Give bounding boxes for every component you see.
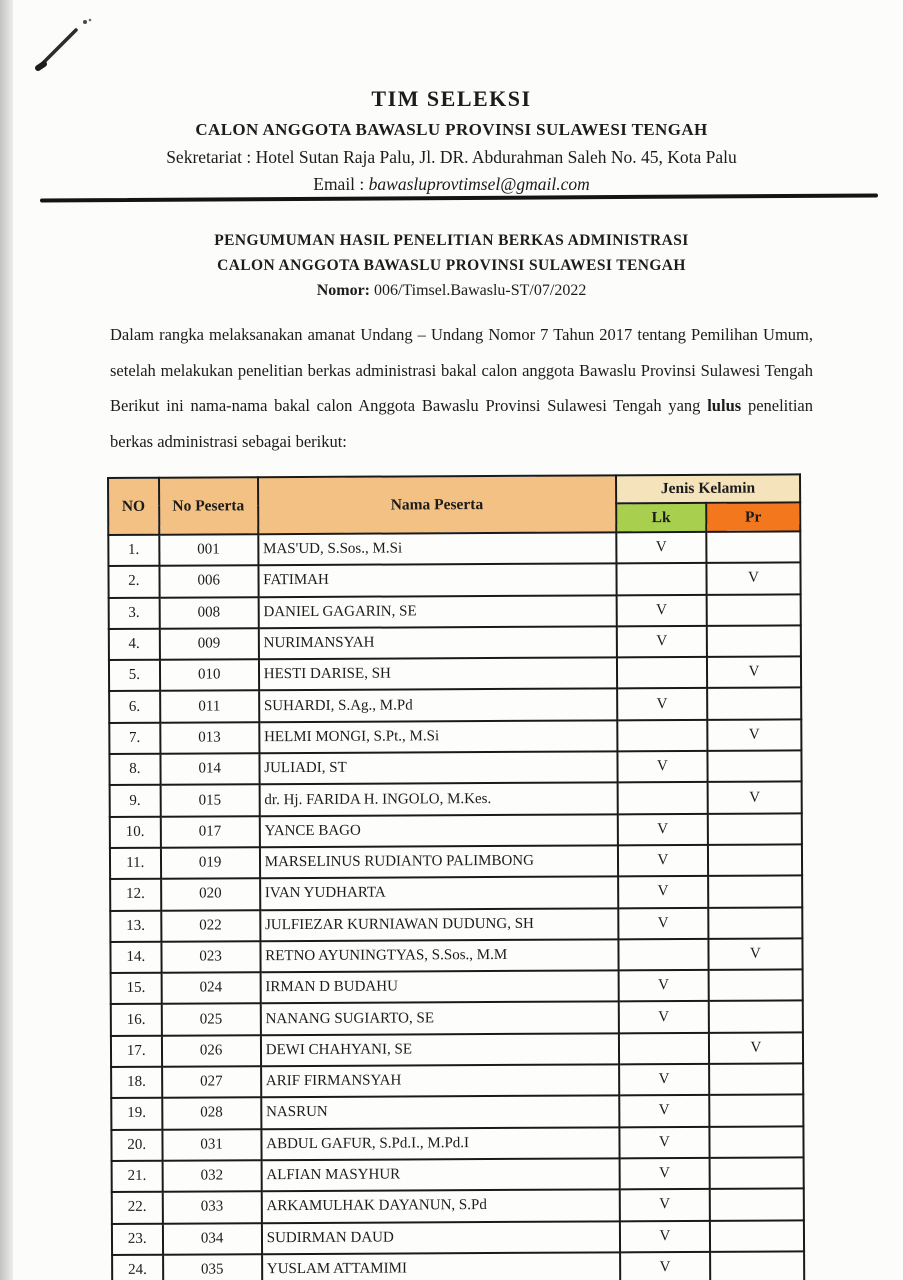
row-peserta-cell: 032 [162,1160,261,1192]
row-nama-cell: HELMI MONGI, S.Pt., M.Si [259,720,617,753]
row-lk-check-cell: V [617,626,707,658]
row-no-cell: 18. [111,1067,162,1099]
row-pr-check-cell [709,1126,803,1158]
row-no-cell: 17. [111,1035,162,1067]
row-nama-cell: IVAN YUDHARTA [260,877,618,910]
row-nama-cell: JULFIEZAR KURNIAWAN DUDUNG, SH [260,908,618,941]
row-peserta-cell: 023 [161,941,260,973]
row-nama-cell: YUSLAM ATTAMIMI [262,1252,620,1280]
table-row [110,844,802,879]
row-no-cell: 12. [110,879,161,911]
row-peserta-cell: 025 [161,1004,260,1036]
row-pr-check-cell [708,844,802,876]
table-body [108,531,804,1280]
row-lk-check-cell: V [618,907,708,939]
table-row [108,563,800,598]
row-nama-cell: HESTI DARISE, SH [259,658,617,691]
table-row [112,1157,804,1192]
row-nama-cell: ABDUL GAFUR, S.Pd.I., M.Pd.I [261,1127,619,1160]
row-lk-check-cell: V [618,814,708,846]
row-no-cell: 5. [109,660,160,692]
table-row [109,625,801,660]
row-peserta-cell: 027 [162,1066,261,1098]
table-row [111,1095,803,1130]
row-pr-check-cell: V [707,657,801,689]
row-peserta-cell: 024 [161,972,260,1004]
row-lk-check-cell: V [620,1220,710,1252]
table-row [110,876,802,911]
row-nama-cell: DEWI CHAHYANI, SE [261,1033,619,1066]
row-nama-cell: ARKAMULHAK DAYANUN, S.Pd [261,1190,619,1223]
table-row [110,813,802,848]
row-pr-check-cell [708,813,802,845]
row-pr-check-cell [707,625,801,657]
row-no-cell: 10. [110,816,161,848]
announcement-number [0,282,903,300]
announcement-line2: CALON ANGGOTA BAWASLU PROVINSI SULAWESI TENGAH [217,257,686,274]
table-row [109,594,801,629]
row-pr-check-cell: V [707,719,801,751]
row-peserta-cell: 015 [160,785,259,817]
row-nama-cell: DANIEL GAGARIN, SE [258,595,616,628]
pen-mark [28,8,108,78]
row-pr-check-cell [710,1220,804,1252]
row-no-cell: 15. [111,973,162,1005]
row-pr-check-cell [710,1251,804,1280]
row-peserta-cell: 019 [161,847,260,879]
row-no-cell: 7. [109,723,160,755]
row-nama-cell: SUHARDI, S.Ag., M.Pd [259,689,617,722]
row-pr-check-cell: V [708,938,802,970]
row-peserta-cell: 013 [160,722,259,754]
row-no-cell: 2. [108,566,159,598]
table-row [111,1126,803,1161]
table-row [109,750,801,785]
row-pr-check-cell [709,1157,803,1189]
table-header [108,474,800,535]
result-table [107,473,805,1280]
table-row [111,1032,803,1067]
row-lk-check-cell [617,657,707,689]
body-paragraph [110,317,813,459]
row-peserta-cell: 031 [162,1129,261,1161]
row-nama-cell: NURIMANSYAH [259,626,617,659]
table-row [110,782,802,817]
header-nama-peserta: Nama Peserta [258,475,616,534]
row-no-cell: 6. [109,691,160,723]
table-row [109,688,801,723]
row-pr-check-cell [706,531,800,563]
header-jenis-kelamin: Jenis Kelamin [616,474,800,503]
row-peserta-cell: 017 [160,816,259,848]
table-row [111,1063,803,1098]
row-no-cell: 4. [109,629,160,661]
row-peserta-cell: 014 [160,753,259,785]
row-peserta-cell: 022 [161,910,260,942]
row-peserta-cell: 028 [162,1098,261,1130]
row-lk-check-cell: V [619,1095,709,1127]
row-lk-check-cell: V [620,1252,710,1280]
row-lk-check-cell: V [618,970,708,1002]
row-lk-check-cell: V [616,532,706,564]
row-pr-check-cell: V [709,1032,803,1064]
row-lk-check-cell: V [616,594,706,626]
table-row [110,938,802,973]
table-row [112,1220,804,1255]
row-peserta-cell: 033 [162,1191,261,1223]
row-no-cell: 21. [112,1161,163,1193]
row-no-cell: 11. [110,848,161,880]
row-pr-check-cell [708,970,802,1002]
row-pr-check-cell [707,688,801,720]
row-lk-check-cell: V [619,1064,709,1096]
row-no-cell: 3. [109,597,160,629]
row-pr-check-cell [706,594,800,626]
row-peserta-cell: 009 [159,628,258,660]
row-pr-check-cell [707,750,801,782]
letterhead [0,86,903,195]
row-lk-check-cell: V [619,1126,709,1158]
paragraph-bold-word: lulus [707,396,742,415]
row-lk-check-cell [617,782,707,814]
row-pr-check-cell [709,1095,803,1127]
row-pr-check-cell [709,1001,803,1033]
row-nama-cell: SUDIRMAN DAUD [262,1221,620,1254]
table-row [112,1251,804,1280]
row-nama-cell: NASRUN [261,1096,619,1129]
table-row [110,907,802,942]
email-address: bawasluprovtimsel@gmail.com [368,174,590,194]
announcement-line1: PENGUMUMAN HASIL PENELITIAN BERKAS ADMINISTRASI [214,232,689,249]
row-no-cell: 8. [109,754,160,786]
row-nama-cell: ARIF FIRMANSYAH [261,1064,619,1097]
header-pr: Pr [706,502,800,531]
paragraph-text-before: Dalam rangka melaksanakan amanat Undang – Undang Nomor 7 Tahun 2017 tentang Pemilihan Umum, setelah melakukan penelitian berkas administrasi bakal calon anggota Bawaslu Provinsi Sulawesi Tengah Berikut ini nama-nama bakal calon Anggota Bawaslu Provinsi Sulawesi Tengah yang [110,325,813,415]
row-nama-cell: NANANG SUGIARTO, SE [260,1002,618,1035]
row-no-cell: 1. [108,535,159,567]
table-row [111,1001,803,1036]
number-label: Nomor: [316,282,370,299]
number-value: 006/Timsel.Bawaslu-ST/07/2022 [370,282,587,299]
row-peserta-cell: 035 [163,1254,262,1280]
row-no-cell: 14. [110,942,161,974]
header-no: NO [108,478,159,535]
row-pr-check-cell [709,1063,803,1095]
row-peserta-cell: 026 [162,1035,261,1067]
row-pr-check-cell [708,907,802,939]
email-label: Email : [313,174,369,194]
row-no-cell: 23. [112,1223,163,1255]
row-lk-check-cell: V [618,845,708,877]
row-lk-check-cell: V [619,1158,709,1190]
row-no-cell: 13. [110,910,161,942]
org-address: Sekretariat : Hotel Sutan Raja Palu, Jl. DR. Abdurahman Saleh No. 45, Kota Palu [166,147,737,167]
row-lk-check-cell: V [617,751,707,783]
row-nama-cell: IRMAN D BUDAHU [260,970,618,1003]
row-peserta-cell: 034 [162,1223,261,1255]
row-nama-cell: FATIMAH [258,564,616,597]
table-row [109,719,801,754]
paragraph-text-after: penelitian berkas administrasi sebagai berikut: [110,396,813,451]
row-nama-cell: JULIADI, ST [259,751,617,784]
row-pr-check-cell [708,876,802,908]
header-no-peserta: No Peserta [159,477,258,535]
announcement-title-block [0,232,903,300]
row-peserta-cell: 020 [161,878,260,910]
table-row [111,970,803,1005]
row-peserta-cell: 001 [159,534,258,566]
row-no-cell: 22. [112,1192,163,1224]
row-pr-check-cell: V [706,563,800,595]
row-peserta-cell: 011 [160,691,259,723]
row-nama-cell: YANCE BAGO [259,814,617,847]
row-no-cell: 9. [110,785,161,817]
org-subtitle: CALON ANGGOTA BAWASLU PROVINSI SULAWESI TENGAH [195,120,708,139]
row-lk-check-cell [616,563,706,595]
row-pr-check-cell: V [707,782,801,814]
row-no-cell: 19. [111,1098,162,1130]
row-peserta-cell: 006 [159,566,258,598]
org-title: TIM SELEKSI [371,86,532,111]
row-no-cell: 16. [111,1004,162,1036]
row-nama-cell: MAS'UD, S.Sos., M.Si [258,532,616,565]
header-lk: Lk [616,503,706,532]
row-lk-check-cell: V [617,688,707,720]
row-lk-check-cell [619,1033,709,1065]
table-row [112,1189,804,1224]
table-row [109,657,801,692]
row-nama-cell: ALFIAN MASYHUR [261,1158,619,1191]
row-lk-check-cell [617,720,707,752]
row-no-cell: 20. [111,1129,162,1161]
row-peserta-cell: 008 [159,597,258,629]
row-lk-check-cell [618,939,708,971]
row-nama-cell: MARSELINUS RUDIANTO PALIMBONG [260,845,618,878]
row-peserta-cell: 010 [160,659,259,691]
row-no-cell: 24. [112,1255,163,1280]
row-lk-check-cell: V [618,876,708,908]
row-nama-cell: dr. Hj. FARIDA H. INGOLO, M.Kes. [259,783,617,816]
table-row [108,531,800,566]
org-email-line [0,174,903,195]
row-nama-cell: RETNO AYUNINGTYAS, S.Sos., M.M [260,939,618,972]
row-lk-check-cell: V [619,1001,709,1033]
result-table-wrap [107,473,805,1280]
row-lk-check-cell: V [620,1189,710,1221]
row-pr-check-cell [710,1189,804,1221]
